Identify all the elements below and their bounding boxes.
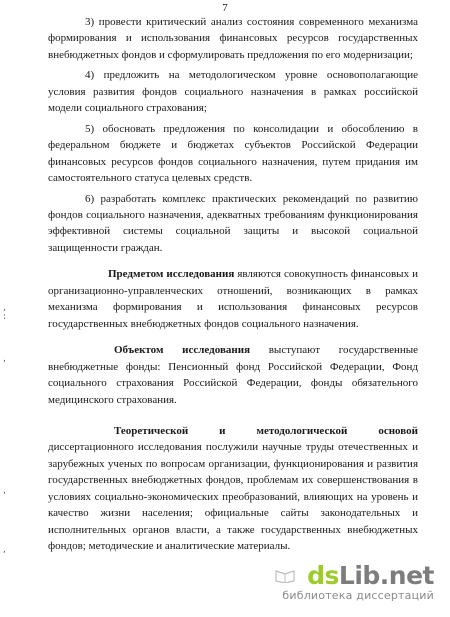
margin-mark: :: [3, 312, 7, 322]
book-icon: [274, 567, 296, 583]
dslib-watermark: [284, 561, 434, 603]
subject-text: являются совокупность финансовых и организационно-управленческих отношений, возникающих в рамках механизма формирования и использования финансовых ресурсов государственных внебюджетных фондов социального назначения.: [48, 268, 418, 330]
dslib-logo: dsLib.net: [307, 561, 434, 590]
basis-paragraph: [48, 423, 418, 555]
basis-text: диссертационного исследования послужили научные труды отечественных и зарубежных ученых по вопросам организации, функционирования и развития государственных внебюджетных фондов, проблемам их совершенствования в условиях социально-экономических преобразований, влияющих на уровень и качество жизни населения; официальные сайты законодательных и исполнительных органов власти, а также государственных внебюджетных фондов; методические и аналитические материалы.: [48, 441, 418, 553]
document-body: [48, 14, 418, 555]
margin-mark: ,: [3, 303, 6, 313]
object-term: Объектом исследования: [114, 344, 251, 357]
object-paragraph: [48, 342, 418, 408]
list-item-6: 6) разработать комплекс практических рекомендаций по развитию фондов социального назначения, адекватных требованиям функционирования эффективной системы социальной защиты и высокой социальной защищенности граждан.: [48, 192, 418, 254]
margin-mark: ,: [3, 545, 6, 555]
subject-term: Предметом исследования: [108, 268, 235, 281]
subject-paragraph: [48, 266, 418, 332]
list-item-5: 5) обосновать предложения по консолидации и обособлению в федеральном бюджете и бюджетах субъектов Российской Федерации финансовых ресурсов фондов социального назначения, путем придания им самостоятельного статуса целевых средств.: [48, 122, 418, 185]
object-text: выступают государственные внебюджетные фонды: Пенсионный фонд Российской Федерации, Фонд социального страхования Российской Федерации, фонды обязательного медицинского страхования.: [48, 344, 418, 406]
list-item-4: 4) предложить на методологическом уровне основополагающие условия развития фондов социального назначения в рамках российской модели социального страхования;: [48, 69, 418, 115]
margin-mark: ,: [3, 486, 6, 496]
page-number: 7: [222, 2, 228, 14]
list-item-3: 3) провести критический анализ состояния современного механизма формирования и использования финансовых ресурсов государственных внебюджетных фондов и сформулировать предложения по его модернизации;: [48, 16, 418, 61]
basis-term: Теоретической и методологической основой: [114, 424, 418, 437]
margin-mark: ,: [3, 354, 6, 364]
dslib-subtitle: библиотека диссертаций: [282, 589, 434, 602]
